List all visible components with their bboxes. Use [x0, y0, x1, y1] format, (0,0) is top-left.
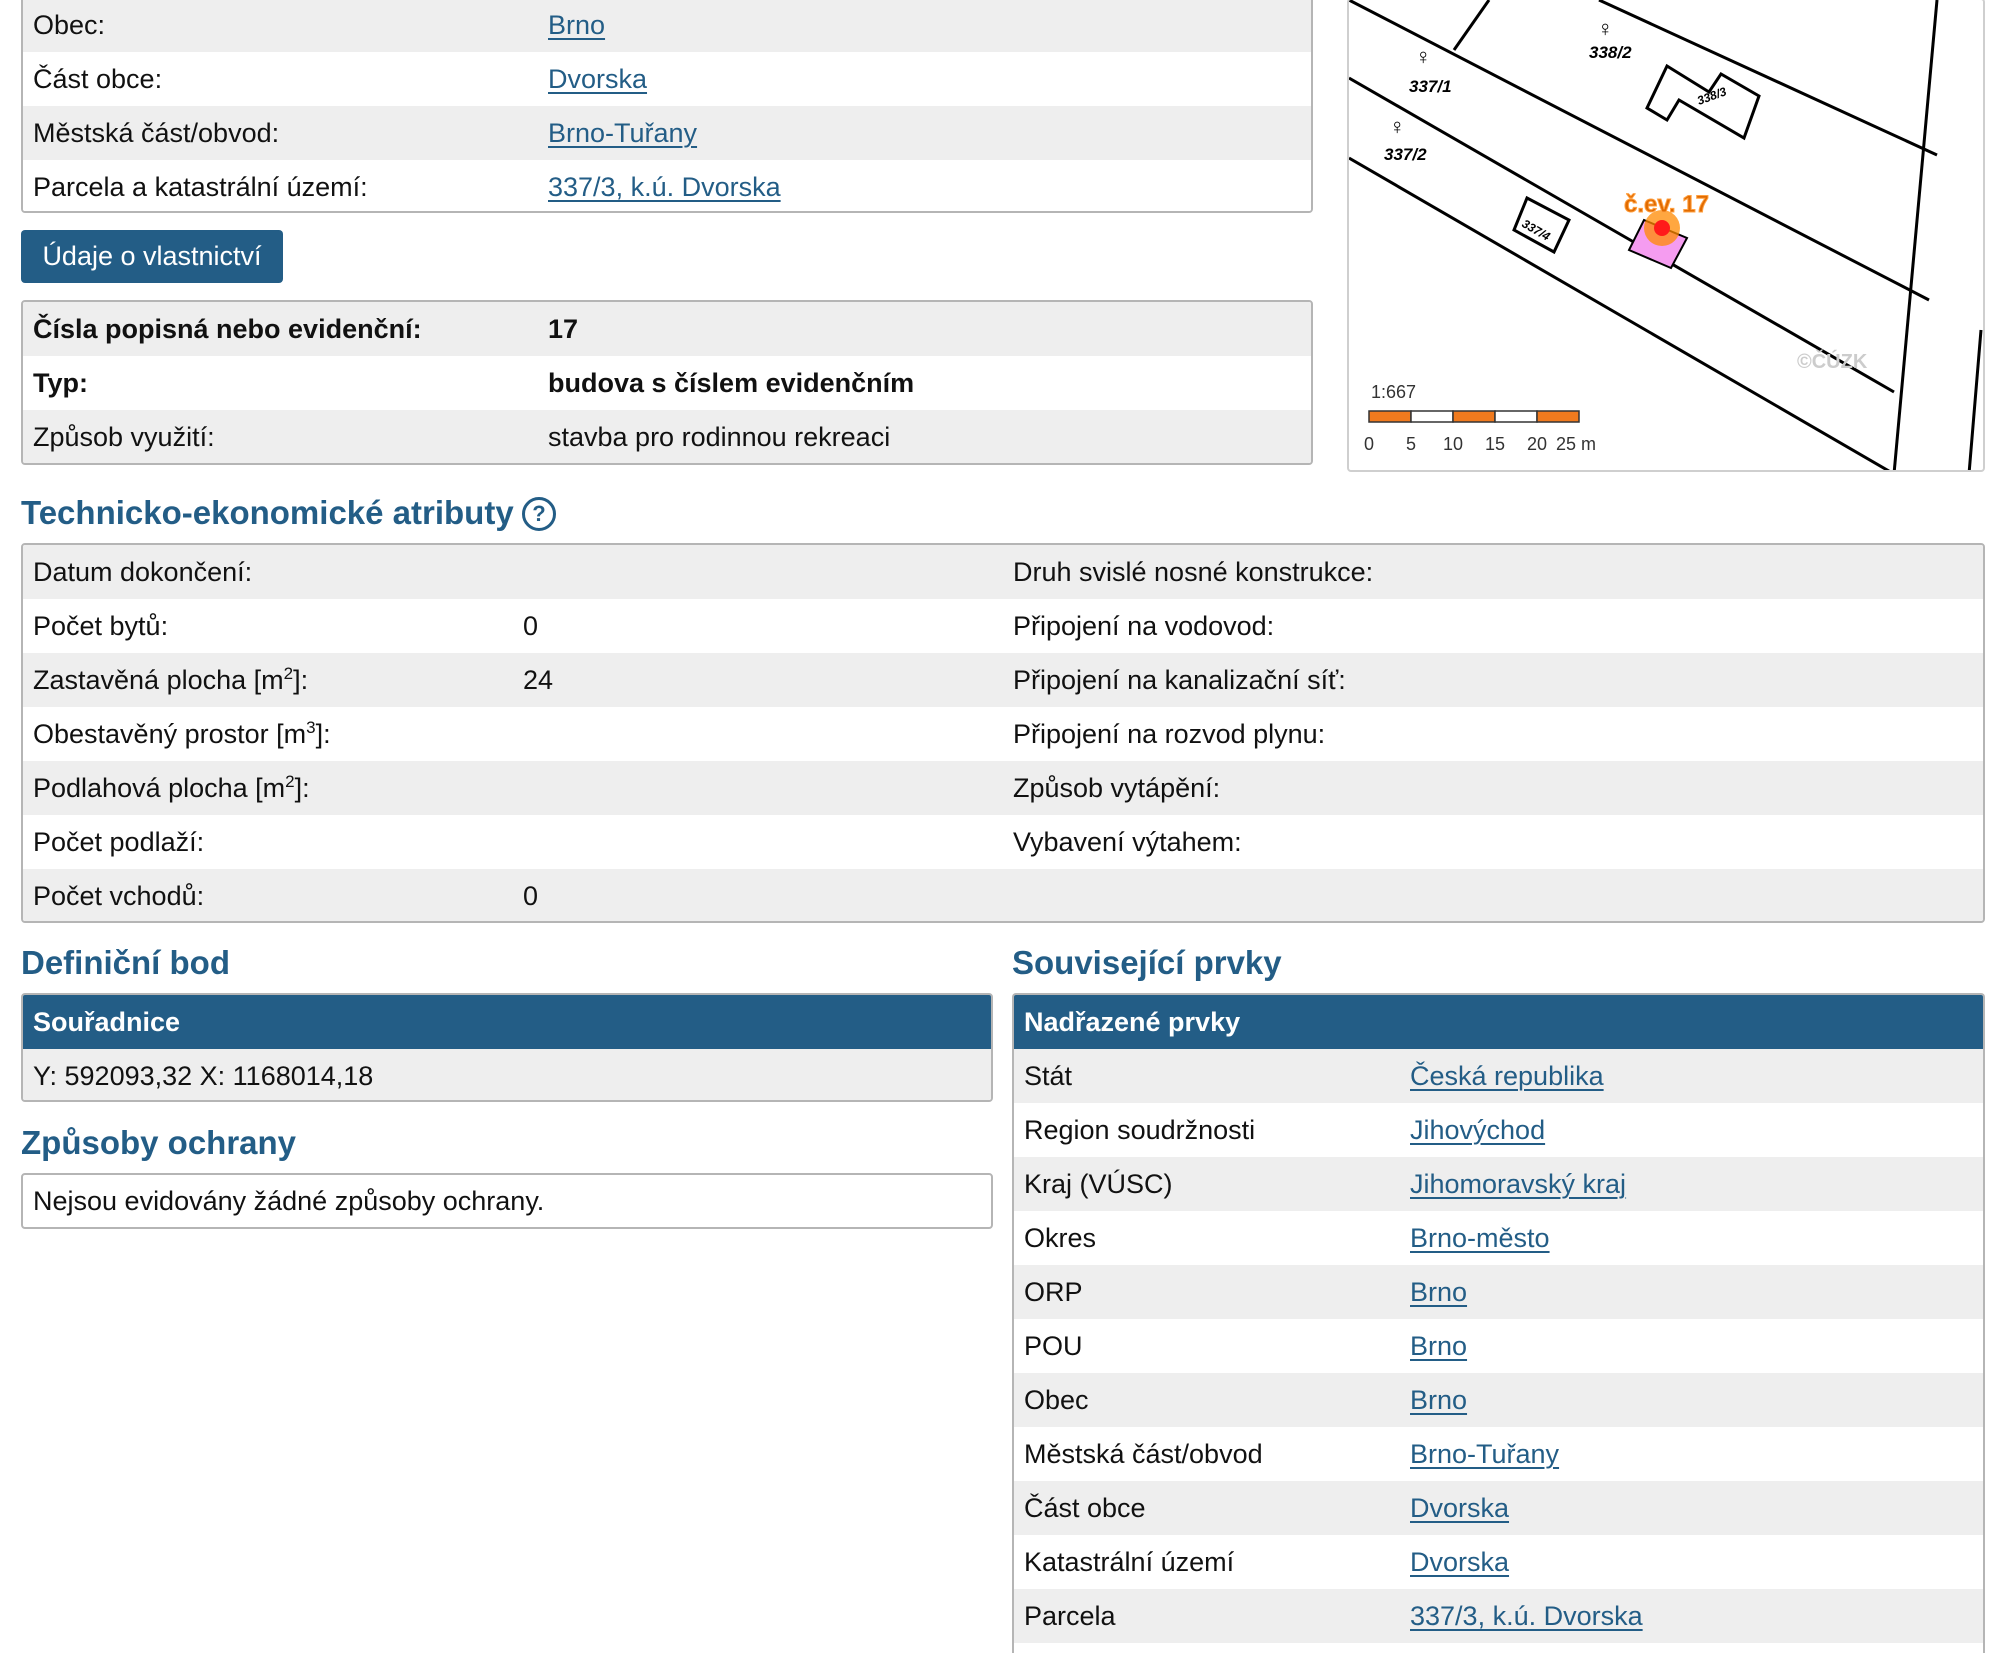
link-stat[interactable]: Česká republika — [1410, 1061, 1604, 1091]
table-row — [1014, 1265, 1983, 1319]
protection-box — [21, 1173, 993, 1229]
ownership-button[interactable]: Údaje o vlastnictví — [21, 230, 283, 283]
coordinates-value: Y: 592093,32 X: 1168014,18 — [33, 1061, 374, 1091]
row-label: Typ: — [33, 368, 88, 398]
protection-text: Nejsou evidovány žádné způsoby ochrany. — [33, 1186, 545, 1216]
table-row — [1014, 1103, 1983, 1157]
table-row — [23, 761, 1983, 815]
parcel-label: 338/2 — [1589, 43, 1632, 62]
table-row — [1014, 1211, 1983, 1265]
section-title-protection: Způsoby ochrany — [21, 1124, 297, 1161]
row-label: Čísla popisná nebo evidenční: — [33, 314, 422, 344]
link-obec-related[interactable]: Brno — [1410, 1385, 1468, 1415]
row-label: Způsob využití: — [33, 422, 215, 452]
link-kraj[interactable]: Jihomoravský kraj — [1410, 1169, 1627, 1199]
tech-attributes-table — [21, 543, 1985, 923]
table-row — [1014, 1373, 1983, 1427]
table-row — [23, 160, 1311, 213]
row-label: Počet podlaží: — [33, 827, 205, 857]
table-row — [23, 545, 1983, 599]
location-table — [21, 0, 1313, 213]
coordinates-header: Souřadnice — [23, 995, 991, 1049]
table-row — [23, 599, 1983, 653]
row-value: stavba pro rodinnou rekreaci — [548, 422, 891, 452]
row-label: Městská část/obvod: — [33, 118, 280, 148]
section-title-related: Související prvky — [1012, 944, 1282, 981]
table-row — [23, 653, 1983, 707]
scale-tick: 20 — [1527, 434, 1548, 454]
scale-tick: 15 — [1485, 434, 1506, 454]
coordinates-table — [21, 993, 993, 1102]
link-orp[interactable]: Brno — [1410, 1277, 1468, 1307]
row-label: Zastavěná plocha $[m^2]$: — [33, 664, 309, 695]
marker-dot — [1654, 220, 1670, 236]
related-rows — [1014, 1049, 1983, 1643]
copyright-watermark: ©ČÚZK — [1797, 351, 1868, 373]
cadastral-map[interactable] — [1347, 0, 1985, 472]
table-row — [1014, 1427, 1983, 1481]
scale-bar — [1369, 411, 1579, 422]
link-obec[interactable]: Brno — [548, 10, 606, 40]
scale-tick: 0 — [1364, 434, 1375, 454]
table-row — [23, 869, 1983, 923]
table-row — [1014, 1589, 1983, 1643]
row-label-2: Připojení na kanalizační síť: — [1013, 665, 1346, 695]
row-value: 17 — [548, 314, 579, 344]
map-drawing — [1349, 0, 1985, 472]
link-parcela[interactable]: 337/3, k.ú. Dvorska — [548, 172, 781, 202]
row-label: Obestavěný prostor $[m^3]$: — [33, 718, 331, 749]
row-label: Parcela — [1024, 1601, 1116, 1631]
row-label: Datum dokončení: — [33, 557, 253, 587]
row-label: ORP — [1024, 1277, 1083, 1307]
parcel-label: 337/4 — [1519, 216, 1553, 244]
row-label: Městská část/obvod — [1024, 1439, 1263, 1469]
link-okres[interactable]: Brno-město — [1410, 1223, 1550, 1253]
svg-text:♀: ♀ — [1389, 114, 1406, 139]
row-label: Parcela a katastrální území: — [33, 172, 368, 202]
scale-tick: 25 m — [1556, 434, 1597, 454]
table-row — [23, 815, 1983, 869]
link-mestska-cast[interactable]: Brno-Tuřany — [548, 118, 698, 148]
scale-tick: 10 — [1443, 434, 1464, 454]
table-row — [1014, 1535, 1983, 1589]
table-row — [23, 410, 1311, 464]
table-row — [23, 302, 1311, 356]
scale-ratio: 1:667 — [1371, 382, 1417, 402]
row-value: budova s číslem evidenčním — [548, 368, 915, 398]
link-region[interactable]: Jihovýchod — [1410, 1115, 1546, 1145]
link-cast-obce[interactable]: Dvorska — [548, 64, 648, 94]
row-value: 0 — [523, 611, 539, 641]
row-label: POU — [1024, 1331, 1083, 1361]
svg-text:♀: ♀ — [1415, 44, 1432, 69]
table-row — [1014, 1319, 1983, 1373]
marker-label: č.ev. 17 — [1624, 191, 1709, 218]
row-label: Okres — [1024, 1223, 1097, 1253]
row-label-2: Připojení na vodovod: — [1013, 611, 1275, 641]
table-row — [1014, 1049, 1983, 1103]
svg-text:♀: ♀ — [1597, 16, 1614, 41]
link-parcela-related[interactable]: 337/3, k.ú. Dvorska — [1410, 1601, 1643, 1631]
row-label-2: Vybavení výtahem: — [1013, 827, 1242, 857]
table-row — [1014, 1481, 1983, 1535]
row-label: Počet bytů: — [33, 611, 169, 641]
scale-tick: 5 — [1406, 434, 1417, 454]
coordinates-row — [23, 1049, 991, 1102]
question-circle-icon[interactable]: ? — [522, 497, 556, 531]
parcel-label: 338/3 — [1695, 84, 1729, 108]
row-label: Obec — [1024, 1385, 1089, 1415]
section-title-definition-point: Definiční bod — [21, 944, 230, 981]
link-pou[interactable]: Brno — [1410, 1331, 1468, 1361]
table-row — [23, 356, 1311, 410]
row-label: Část obce — [1024, 1493, 1146, 1523]
row-label: Katastrální území — [1024, 1547, 1235, 1577]
row-label: Region soudržnosti — [1024, 1115, 1256, 1145]
parcel-label: 337/2 — [1384, 145, 1427, 164]
row-label-2: Způsob vytápění: — [1013, 773, 1221, 803]
row-label-2: Připojení na rozvod plynu: — [1013, 719, 1326, 749]
table-row — [23, 52, 1311, 106]
table-row — [23, 106, 1311, 160]
row-label-2: Druh svislé nosné konstrukce: — [1013, 557, 1374, 587]
table-row — [1014, 1157, 1983, 1211]
related-table — [1012, 993, 1985, 1653]
row-value: 24 — [523, 665, 554, 695]
row-label: Stát — [1024, 1061, 1073, 1091]
section-title-tech: Technicko-ekonomické atributy — [21, 494, 514, 531]
row-label: Obec: — [33, 10, 106, 40]
link-cast-obce-related[interactable]: Dvorska — [1410, 1493, 1510, 1523]
row-value: 0 — [523, 881, 539, 911]
table-row — [23, 707, 1983, 761]
row-label: Počet vchodů: — [33, 881, 205, 911]
parcel-label: 337/1 — [1409, 77, 1452, 96]
link-mestska-cast-related[interactable]: Brno-Tuřany — [1410, 1439, 1560, 1469]
related-header: Nadřazené prvky — [1014, 995, 1983, 1049]
row-label: Kraj (VÚSC) — [1024, 1169, 1173, 1199]
table-row — [23, 0, 1311, 52]
building-table — [21, 300, 1313, 465]
link-katastralni-uzemi[interactable]: Dvorska — [1410, 1547, 1510, 1577]
row-label: Podlahová plocha $[m^2]$: — [33, 772, 310, 803]
row-label: Část obce: — [33, 64, 163, 94]
